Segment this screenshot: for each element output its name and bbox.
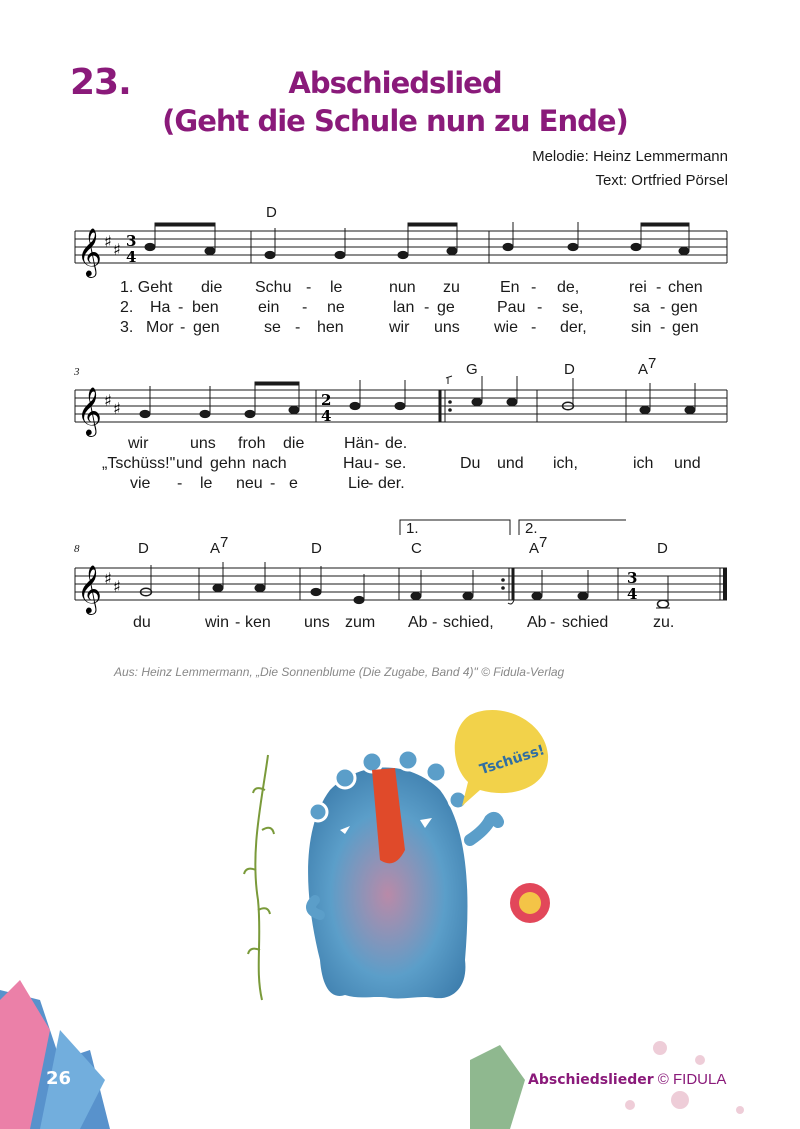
- lyric: -: [180, 319, 186, 336]
- lyric: schied,: [443, 614, 494, 631]
- lyric: chen: [668, 279, 703, 296]
- treble-clef-icon: 𝄞: [77, 227, 102, 276]
- speech-bubble-text: Tschüss!: [477, 742, 547, 779]
- lyric: e: [289, 475, 298, 492]
- lyric: ken: [245, 614, 271, 631]
- lyric: sin: [631, 319, 652, 336]
- lyric: se: [264, 319, 281, 336]
- lyric: 1. Geht: [120, 279, 173, 296]
- lyric: gen: [672, 319, 699, 336]
- lyric: Hau: [343, 455, 373, 472]
- chord-label: D: [564, 361, 575, 378]
- lyric: gehn: [210, 455, 246, 472]
- lyric: -: [177, 475, 183, 492]
- lyric: der.: [378, 475, 405, 492]
- lyric: le: [200, 475, 213, 492]
- lyric: gen: [671, 299, 698, 316]
- lyric: der,: [560, 319, 587, 336]
- lyric: du: [133, 614, 151, 631]
- lyric: 3.: [120, 319, 134, 336]
- lyric: ben: [192, 299, 219, 316]
- treble-clef-icon: 𝄞: [77, 386, 102, 435]
- chord-label: D: [657, 540, 668, 557]
- treble-clef-icon: 𝄞: [77, 564, 102, 613]
- lyric: „Tschüss!": [102, 455, 176, 472]
- lyric: Mor: [146, 319, 174, 336]
- key-signature: ♯: [104, 569, 112, 588]
- lyric: -: [660, 319, 666, 336]
- footer-publisher: © FIDULA: [657, 1071, 727, 1088]
- lyric: -: [302, 299, 308, 316]
- bar-number: 8: [74, 543, 80, 555]
- chord-label: G: [466, 361, 478, 378]
- chord-superscript: 7: [539, 534, 548, 551]
- text-credit: Text: Ortfried Pörsel: [595, 172, 728, 189]
- lyric: de.: [385, 435, 408, 452]
- lyric: und: [497, 455, 524, 472]
- time-sig-bottom: 4: [321, 407, 332, 425]
- key-signature-2: ♯: [113, 577, 121, 596]
- lyric: 2.: [120, 299, 134, 316]
- lyric: wie: [494, 319, 519, 336]
- lyric: -: [531, 279, 537, 296]
- chord-superscript: 7: [220, 534, 229, 551]
- time-sig-bottom: 4: [126, 248, 137, 266]
- lyric: -: [178, 299, 184, 316]
- lyric: zum: [345, 614, 376, 631]
- lyric: zu: [443, 279, 460, 296]
- hand-decoration-right: [470, 1045, 525, 1129]
- flower-icon: [510, 883, 550, 923]
- bar-number: 3: [74, 366, 80, 378]
- lyric: se.: [385, 455, 407, 472]
- time-sig-top: 3: [126, 232, 137, 250]
- lyric: -: [550, 614, 556, 631]
- lyric: vie: [130, 475, 151, 492]
- lyric: le: [330, 279, 343, 296]
- chord-label: D: [266, 204, 277, 221]
- vine-plant: [244, 755, 274, 1000]
- lyric: Ha: [150, 299, 171, 316]
- speech-bubble: [455, 710, 548, 806]
- lyric: ein: [258, 299, 280, 316]
- lyric: se,: [562, 299, 584, 316]
- time-sig-top: 3: [627, 569, 638, 587]
- key-signature-2: ♯: [113, 240, 121, 259]
- lyric: -: [295, 319, 301, 336]
- lyric: gen: [193, 319, 220, 336]
- source-citation: Aus: Heinz Lemmermann, „Die Sonnenblume (Die Zugabe, Band 4)" © Fidula-Verlag: [114, 665, 565, 679]
- lyric: -: [270, 475, 276, 492]
- lyric: und: [176, 455, 203, 472]
- lyric: und: [674, 455, 701, 472]
- lyric: -: [531, 319, 537, 336]
- volta-label: 1.: [406, 520, 419, 537]
- time-sig-top: 2: [321, 391, 332, 409]
- lyric: -: [424, 299, 430, 316]
- lyric: froh: [238, 435, 266, 452]
- chord-label: D: [138, 540, 149, 557]
- time-sig-bottom: 4: [627, 585, 638, 603]
- lyric: Schu: [255, 279, 292, 296]
- hands-decoration: [0, 980, 110, 1129]
- key-signature-2: ♯: [113, 399, 121, 418]
- song-number: 23.: [70, 62, 131, 103]
- lyric: Hän: [344, 435, 374, 452]
- chord-label: C: [411, 540, 422, 557]
- key-signature: ♯: [104, 232, 112, 251]
- lyric: uns: [190, 435, 216, 452]
- lyric: wir: [128, 435, 149, 452]
- lyric: -: [660, 299, 666, 316]
- lyric: -: [432, 614, 438, 631]
- volta-label: 2.: [525, 520, 538, 537]
- lyric: En: [500, 279, 520, 296]
- chord-superscript: 7: [648, 355, 657, 372]
- lyric: Lie: [348, 475, 370, 492]
- lyric: ne: [327, 299, 345, 316]
- lyric: uns: [434, 319, 460, 336]
- footer: [528, 1071, 726, 1088]
- lyric: de,: [557, 279, 580, 296]
- lyric: Ab: [408, 614, 428, 631]
- song-subtitle: (Geht die Schule nun zu Ende): [162, 104, 628, 138]
- melody-credit: Melodie: Heinz Lemmermann: [532, 148, 728, 165]
- lyric: nun: [389, 279, 416, 296]
- page-number: 26: [46, 1068, 72, 1089]
- chord-label: A: [529, 540, 540, 557]
- lyric: uns: [304, 614, 330, 631]
- lyric: zu.: [653, 614, 675, 631]
- lyric: Du: [460, 455, 481, 472]
- song-title: Abschiedslied: [288, 66, 502, 100]
- lyric: -: [374, 435, 380, 452]
- lyric: ge: [437, 299, 455, 316]
- lyric: die: [283, 435, 305, 452]
- lyric: die: [201, 279, 223, 296]
- lyric: schied: [562, 614, 609, 631]
- lyric: neu: [236, 475, 263, 492]
- lyric: -: [368, 475, 374, 492]
- lyric: win: [205, 614, 230, 631]
- lyric: Ab: [527, 614, 547, 631]
- lyric: -: [306, 279, 312, 296]
- lyric: hen: [317, 319, 344, 336]
- chord-label: A: [638, 361, 649, 378]
- lyric: nach: [252, 455, 287, 472]
- lyric: rei: [629, 279, 647, 296]
- lyric: sa: [633, 299, 650, 316]
- lyric: ich: [633, 455, 654, 472]
- lyric: wir: [389, 319, 410, 336]
- lyric: -: [537, 299, 543, 316]
- chord-label: A: [210, 540, 221, 557]
- lyric: ich,: [553, 455, 578, 472]
- lyric: lan: [393, 299, 415, 316]
- chord-label: D: [311, 540, 322, 557]
- lyric: -: [656, 279, 662, 296]
- key-signature: ♯: [104, 391, 112, 410]
- lyric: Pau: [497, 299, 526, 316]
- lyric: -: [374, 455, 380, 472]
- lyric: -: [235, 614, 241, 631]
- footer-section: Abschiedslieder: [528, 1072, 654, 1088]
